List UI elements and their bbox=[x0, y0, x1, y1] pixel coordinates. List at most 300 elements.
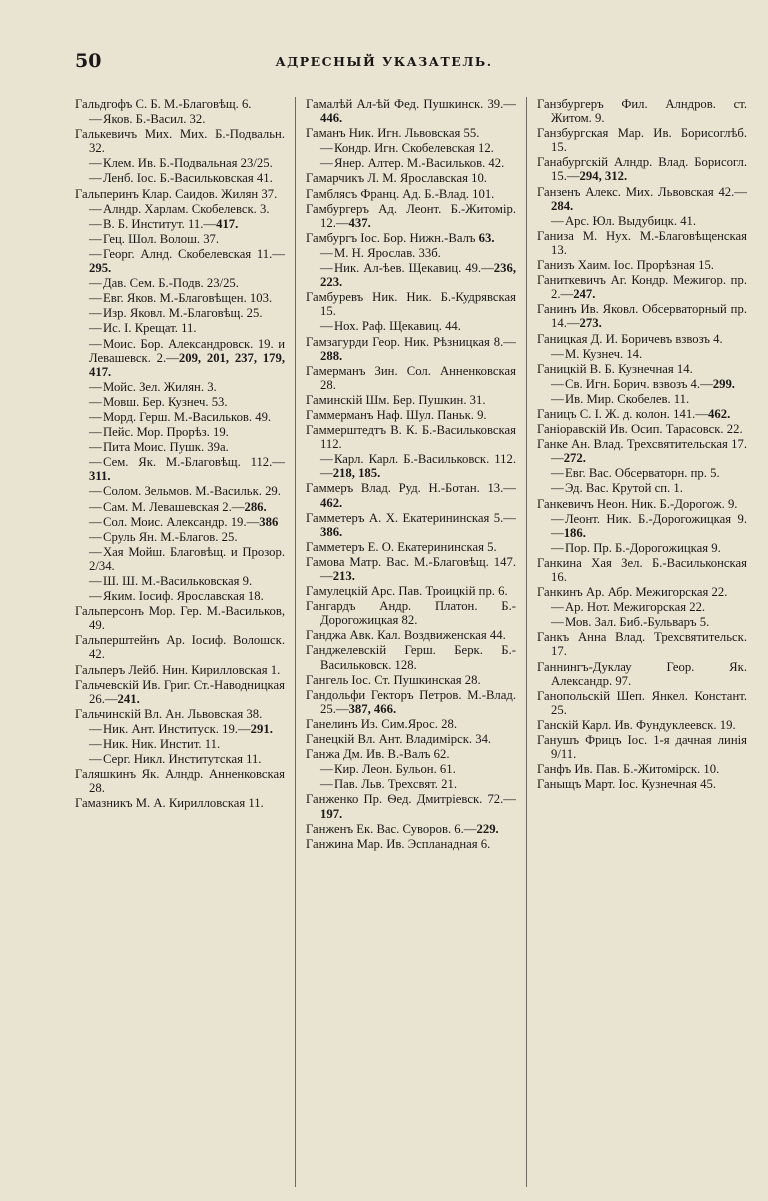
surname: Ганицкій bbox=[537, 361, 587, 376]
directory-entry bbox=[537, 497, 747, 511]
entry-text: М. Н. Ярослав. 33б. bbox=[334, 245, 441, 260]
sub-entry bbox=[306, 156, 516, 170]
entry-text: Аг. Кондр. Межигор. пр. 2.— bbox=[551, 273, 747, 302]
entry-text: Ник. Ант. Институск. 19.— bbox=[103, 721, 251, 736]
directory-entry bbox=[75, 678, 285, 706]
sub-entry bbox=[75, 440, 285, 454]
ditto-dash: — bbox=[89, 156, 102, 171]
ditto-dash: — bbox=[89, 499, 102, 514]
entry-text: Вл. Ант. Владимірск. 34. bbox=[354, 732, 492, 747]
directory-entry bbox=[75, 633, 285, 661]
ditto-dash: — bbox=[551, 615, 564, 630]
entry-text: Алндр. Влад. Борисогл. 15.— bbox=[551, 155, 747, 184]
surname: Гальчинскій bbox=[75, 706, 141, 721]
directory-entry bbox=[537, 556, 747, 584]
directory-entry bbox=[75, 127, 285, 155]
sub-entry bbox=[306, 762, 516, 776]
entry-text: Авк. Кал. Воздвиженская 44. bbox=[346, 628, 506, 643]
surname: Гангель bbox=[306, 672, 349, 687]
sub-entry bbox=[75, 156, 285, 170]
ditto-dash: — bbox=[551, 376, 564, 391]
sub-entry bbox=[537, 512, 747, 540]
reference-number: 299. bbox=[712, 376, 735, 391]
surname: Гаманъ bbox=[306, 126, 346, 141]
surname: Ганабургскій bbox=[537, 155, 609, 170]
surname: Гамарчикъ bbox=[306, 171, 365, 186]
entry-text: Іос. Ст. Пушкинская 28. bbox=[348, 672, 481, 687]
ditto-dash: — bbox=[89, 440, 102, 455]
entry-text: Солом. Зельмов. М.-Васильк. 29. bbox=[103, 484, 281, 499]
entry-text: М. А. Кирилловская 11. bbox=[132, 796, 264, 811]
directory-entry bbox=[306, 126, 516, 140]
entry-text: Ар. Іосиф. Волошск. 42. bbox=[89, 633, 285, 662]
ditto-dash: — bbox=[89, 231, 102, 246]
directory-entry bbox=[306, 393, 516, 407]
entry-text: Сруль Ян. М.-Благов. 25. bbox=[103, 529, 238, 544]
directory-entry bbox=[537, 302, 747, 330]
surname: Гангардъ bbox=[306, 599, 356, 614]
directory-entry bbox=[306, 231, 516, 245]
directory-entry bbox=[537, 630, 747, 658]
sub-entry bbox=[75, 337, 285, 379]
page-number: 50 bbox=[75, 50, 102, 72]
entry-text: Леонт. Ник. Б.-Дорогожицкая 9.— bbox=[551, 511, 747, 540]
sub-entry bbox=[306, 246, 516, 260]
entry-text: Пав. Льв. Трехсвят. 21. bbox=[334, 777, 457, 792]
entry-text: Ив. Мир. Скобелев. 11. bbox=[565, 391, 690, 406]
reference-number: 186. bbox=[563, 525, 586, 540]
ditto-dash: — bbox=[89, 246, 102, 261]
surname: Гамметеръ bbox=[306, 539, 365, 554]
surname: Ганзбургская bbox=[537, 126, 609, 141]
directory-entry bbox=[306, 732, 516, 746]
surname: Гальперштейнъ bbox=[75, 633, 160, 648]
entry-text: Пита Моис. Пушк. 39а. bbox=[103, 440, 229, 455]
directory-entry bbox=[306, 584, 516, 598]
ditto-dash: — bbox=[320, 141, 333, 156]
sub-entry bbox=[75, 752, 285, 766]
directory-entry bbox=[537, 422, 747, 436]
entry-text: Мор. Гер. М.-Васильков, 49. bbox=[89, 604, 285, 633]
entry-text: Морд. Герш. М.-Васильков. 49. bbox=[103, 409, 272, 424]
surname: Ганженъ bbox=[306, 821, 354, 836]
entry-text: Мих. Мих. Б.-Подвальн. 32. bbox=[89, 127, 285, 156]
directory-entry bbox=[537, 273, 747, 301]
directory-entry bbox=[306, 171, 516, 185]
entry-text: Клем. Ив. Б.-Подвальная 23/25. bbox=[103, 156, 273, 171]
surname: Ганкъ bbox=[537, 630, 570, 645]
entry-text: Карл. Карл. Б.-Васильковск. 112.— bbox=[320, 452, 516, 481]
surname: Гамулецкій bbox=[306, 584, 368, 599]
entry-text: Нох. Раф. Щекавиц. 44. bbox=[334, 319, 461, 334]
entry-text: Герш. Берк. Б.-Васильковск. 128. bbox=[320, 643, 516, 672]
sub-entry bbox=[75, 112, 285, 126]
ditto-dash: — bbox=[89, 544, 102, 559]
sub-entry bbox=[75, 202, 285, 216]
entry-text: Св. Игн. Борич. взвозъ 4.— bbox=[565, 376, 713, 391]
surname: Галькевичъ bbox=[75, 127, 138, 142]
surname: Гаминскій bbox=[306, 392, 363, 407]
entry-text: С. І. Ж. д. колон. 141.— bbox=[576, 406, 709, 421]
entry-text: Пор. Пр. Б.-Дорогожицкая 9. bbox=[565, 540, 721, 555]
surname: Гамалѣй bbox=[306, 97, 353, 111]
surname: Ганжина bbox=[306, 836, 354, 851]
entry-text: Мар. Ив. Борисоглѣб. 15. bbox=[551, 126, 747, 155]
entry-text: Хая Мойш. Благовѣщ. и Прозор. 2/34. bbox=[89, 544, 285, 573]
entry-text: Л. М. Ярославская 10. bbox=[364, 171, 487, 186]
entry-text: Зин. Сол. Анненковская 28. bbox=[320, 363, 516, 392]
entry-text: Ар. Абр. Межигорская 22. bbox=[582, 585, 728, 600]
sub-entry bbox=[537, 214, 747, 228]
reference-number: 247. bbox=[573, 287, 596, 302]
entry-text: Из. Сим.Ярос. 28. bbox=[357, 716, 457, 731]
entry-text: Анна Влад. Трехсвятительск. 17. bbox=[551, 630, 747, 659]
entry-text: Ан. Влад. Трехсвятительская 17.— bbox=[551, 437, 747, 466]
entry-text: Кондр. Игн. Скобелевская 12. bbox=[334, 141, 494, 156]
sub-entry bbox=[75, 515, 285, 529]
directory-entry bbox=[306, 423, 516, 451]
entry-text: Гец. Шол. Волош. 37. bbox=[103, 231, 220, 246]
ditto-dash: — bbox=[89, 112, 102, 127]
ditto-dash: — bbox=[551, 540, 564, 555]
ditto-dash: — bbox=[89, 394, 102, 409]
reference-number: 311. bbox=[89, 469, 111, 484]
ditto-dash: — bbox=[551, 391, 564, 406]
entry-text: Ник. Ник. Инстит. 11. bbox=[103, 737, 221, 752]
sub-entry bbox=[75, 171, 285, 185]
surname: Ганкевичъ bbox=[537, 496, 594, 511]
running-title: АДРЕСНЫЙ УКАЗАТЕЛЬ. bbox=[275, 54, 493, 69]
surname: Гамметеръ bbox=[306, 510, 365, 525]
directory-entry bbox=[306, 599, 516, 627]
sub-entry bbox=[537, 481, 747, 495]
ditto-dash: — bbox=[89, 201, 102, 216]
directory-entry bbox=[306, 408, 516, 422]
surname: Гамерманъ bbox=[306, 363, 366, 378]
ditto-dash: — bbox=[89, 216, 102, 231]
directory-entry bbox=[306, 335, 516, 363]
sub-entry bbox=[537, 347, 747, 361]
ditto-dash: — bbox=[551, 346, 564, 361]
directory-entry bbox=[75, 796, 285, 810]
entry-text: Лейб. Нин. Кирилловская 1. bbox=[125, 662, 281, 677]
ditto-dash: — bbox=[89, 721, 102, 736]
entry-text: Алекс. Мих. Львовская 42.— bbox=[580, 184, 747, 199]
surname: Гамбургъ bbox=[306, 230, 358, 245]
directory-entry bbox=[537, 332, 747, 346]
reference-number: 63. bbox=[478, 230, 495, 245]
reference-number: 213. bbox=[332, 569, 355, 583]
surname: Ганицкая bbox=[537, 331, 588, 346]
sub-entry bbox=[75, 291, 285, 305]
entry-text: Ал-ѣй Фед. Пушкинск. 39.— bbox=[352, 97, 516, 111]
surname: Ганицъ bbox=[537, 406, 577, 421]
directory-columns bbox=[75, 97, 768, 1187]
entry-text: Клар. Саидов. Жилян 37. bbox=[138, 186, 278, 201]
entry-text: Матр. Вас. М.-Благовѣщ. 147.— bbox=[320, 554, 516, 583]
surname: Ганфъ bbox=[537, 762, 572, 777]
entry-text: Ис. І. Крещат. 11. bbox=[103, 321, 197, 336]
reference-number: 291. bbox=[250, 721, 273, 736]
column-3 bbox=[537, 97, 747, 792]
directory-entry bbox=[75, 187, 285, 201]
entry-text: Іос. Бор. Нижн.-Валъ bbox=[357, 230, 479, 245]
surname: Ганушъ bbox=[537, 733, 580, 748]
sub-entry bbox=[75, 530, 285, 544]
surname: Ганизъ bbox=[537, 258, 575, 273]
entry-text: Ник. Ал-ѣев. Щекавиц. 49.— bbox=[334, 261, 494, 276]
entry-text: Яков. Б.-Васил. 32. bbox=[103, 112, 206, 127]
surname: Гамблясъ bbox=[306, 186, 358, 201]
surname: Ганелинъ bbox=[306, 716, 358, 731]
ditto-dash: — bbox=[89, 455, 102, 470]
entry-text: Мов. Зал. Биб.-Бульваръ 5. bbox=[565, 615, 710, 630]
ditto-dash: — bbox=[89, 425, 102, 440]
directory-entry bbox=[75, 707, 285, 721]
ditto-dash: — bbox=[89, 574, 102, 588]
ditto-dash: — bbox=[89, 336, 102, 351]
entry-text: Янер. Алтер. М.-Васильков. 42. bbox=[334, 156, 505, 171]
entry-text: М. Кузнеч. 14. bbox=[565, 346, 643, 361]
directory-entry bbox=[537, 689, 747, 717]
directory-entry bbox=[537, 362, 747, 376]
directory-entry bbox=[537, 660, 747, 688]
ditto-dash: — bbox=[320, 156, 333, 171]
sub-entry bbox=[537, 392, 747, 406]
column-divider bbox=[526, 97, 527, 1187]
reference-number: 386 bbox=[259, 514, 279, 529]
sub-entry bbox=[537, 541, 747, 555]
entry-text: Фрицъ Іос. 1-я дачная линія 9/11. bbox=[551, 733, 747, 762]
sub-entry bbox=[75, 321, 285, 335]
surname: Гальперъ bbox=[75, 662, 126, 677]
entry-text: Георг. Алнд. Скобелевская 11.— bbox=[103, 246, 285, 261]
ditto-dash: — bbox=[89, 276, 102, 291]
sub-entry bbox=[537, 615, 747, 629]
sub-entry bbox=[75, 306, 285, 320]
directory-entry bbox=[306, 481, 516, 509]
directory-entry bbox=[306, 290, 516, 318]
entry-text: Вл. Ан. Львовская 38. bbox=[140, 706, 263, 721]
reference-number: 229. bbox=[476, 821, 499, 836]
entry-text: Ив. Яковл. Обсерваторный пр. 14.— bbox=[551, 302, 747, 331]
entry-text: Пейс. Мор. Прорѣз. 19. bbox=[103, 425, 229, 440]
surname: Ганнингъ-Дуклау bbox=[537, 659, 632, 674]
reference-number: 446. bbox=[320, 111, 343, 126]
entry-text: Ник. Игн. Львовская 55. bbox=[345, 126, 480, 141]
ditto-dash: — bbox=[89, 484, 102, 499]
reference-number: 241. bbox=[117, 691, 140, 706]
entry-text: Пр. Ѳед. Дмитріевск. 72.— bbox=[358, 792, 516, 807]
entry-text: Арс. Юл. Выдубицк. 41. bbox=[565, 213, 697, 228]
directory-entry bbox=[537, 718, 747, 732]
surname: Гаммеръ bbox=[306, 481, 354, 496]
reference-number: 197. bbox=[320, 806, 343, 821]
ditto-dash: — bbox=[89, 752, 102, 767]
ditto-dash: — bbox=[551, 213, 564, 228]
directory-entry bbox=[75, 97, 285, 111]
entry-text: Изр. Яковл. М.-Благовѣщ. 25. bbox=[103, 306, 263, 321]
sub-entry bbox=[75, 737, 285, 751]
entry-text: Хаим. Іос. Прорѣзная 15. bbox=[574, 258, 714, 273]
entry-text: Ник. Ник. Б.-Кудрявская 15. bbox=[320, 290, 516, 319]
surname: Гальперсонъ bbox=[75, 604, 144, 619]
entry-text: Ив. Пав. Б.-Житомірск. 10. bbox=[571, 762, 720, 777]
entry-text: Шеп. Янкел. Констант. 25. bbox=[551, 688, 747, 717]
entry-text: В. Б. Кузнечная 14. bbox=[586, 361, 693, 376]
sub-entry bbox=[75, 247, 285, 275]
reference-number: 286. bbox=[244, 499, 267, 514]
entry-text: Кир. Леон. Бульон. 61. bbox=[334, 762, 456, 777]
entry-text: Сол. Моис. Александр. 19.— bbox=[103, 514, 260, 529]
entry-text: В. К. Б.-Васильковская 112. bbox=[320, 423, 516, 452]
sub-entry bbox=[306, 777, 516, 791]
reference-number: 462. bbox=[320, 495, 343, 510]
sub-entry bbox=[75, 484, 285, 498]
directory-entry bbox=[537, 777, 747, 791]
entry-text: Хая Зел. Б.-Васильконская 16. bbox=[551, 555, 747, 584]
ditto-dash: — bbox=[89, 171, 102, 186]
surname: Ганыщъ bbox=[537, 777, 582, 792]
ditto-dash: — bbox=[320, 245, 333, 260]
directory-entry bbox=[306, 628, 516, 642]
entry-text: Фил. Алндров. ст. Житом. 9. bbox=[551, 97, 747, 126]
directory-entry bbox=[306, 643, 516, 671]
directory-entry bbox=[75, 604, 285, 632]
reference-number: 273. bbox=[579, 316, 602, 331]
sub-entry bbox=[75, 500, 285, 514]
entry-text: Ек. Вас. Суворов. 6.— bbox=[353, 821, 477, 836]
reference-number: 272. bbox=[563, 451, 586, 466]
sub-entry bbox=[75, 589, 285, 603]
surname: Гамазникъ bbox=[75, 796, 133, 811]
entry-text: Д. И. Боричевъ взвозъ 4. bbox=[587, 331, 723, 346]
entry-text: Ив. Осип. Тарасовск. 22. bbox=[606, 422, 743, 437]
entry-text: Мовш. Бер. Кузнеч. 53. bbox=[103, 394, 228, 409]
directory-entry bbox=[537, 185, 747, 213]
reference-number: 386. bbox=[320, 524, 343, 539]
ditto-dash: — bbox=[89, 529, 102, 544]
surname: Ганженко bbox=[306, 792, 359, 807]
directory-entry bbox=[537, 126, 747, 154]
ditto-dash: — bbox=[320, 762, 333, 777]
surname: Ганіоравскій bbox=[537, 422, 607, 437]
surname: Ганджелевскій bbox=[306, 643, 387, 658]
surname: Ганинъ bbox=[537, 302, 577, 317]
surname: Ганецкій bbox=[306, 732, 355, 747]
ditto-dash: — bbox=[551, 481, 564, 496]
entry-text: С. Б. М.-Благовѣщ. 6. bbox=[132, 97, 252, 111]
sub-entry bbox=[537, 600, 747, 614]
directory-entry bbox=[75, 767, 285, 795]
entry-text: Як. Алндр. Анненковская 28. bbox=[89, 767, 285, 796]
surname: Ганке bbox=[537, 437, 568, 452]
sub-entry bbox=[306, 452, 516, 480]
sub-entry bbox=[306, 319, 516, 333]
ditto-dash: — bbox=[551, 466, 564, 481]
ditto-dash: — bbox=[89, 291, 102, 306]
surname: Ганкинъ bbox=[537, 585, 583, 600]
surname: Ганкина bbox=[537, 555, 582, 570]
directory-entry bbox=[537, 155, 747, 183]
directory-entry bbox=[306, 364, 516, 392]
entry-text: Андр. Платон. Б.-Дорогожицкая 82. bbox=[320, 599, 516, 628]
ditto-dash: — bbox=[89, 321, 102, 336]
directory-entry bbox=[537, 97, 747, 125]
sub-entry bbox=[75, 722, 285, 736]
entry-text: Ар. Нот. Межигорская 22. bbox=[565, 600, 706, 615]
directory-entry bbox=[306, 688, 516, 716]
directory-entry bbox=[306, 187, 516, 201]
surname: Ганзенъ bbox=[537, 184, 581, 199]
surname: Ганопольскій bbox=[537, 688, 610, 703]
surname: Гамбургеръ bbox=[306, 201, 369, 216]
entry-text: Неон. Ник. Б.-Дорогож. 9. bbox=[593, 496, 738, 511]
directory-entry bbox=[306, 202, 516, 230]
sub-entry bbox=[75, 276, 285, 290]
directory-entry bbox=[75, 663, 285, 677]
ditto-dash: — bbox=[89, 514, 102, 529]
sub-entry bbox=[306, 141, 516, 155]
entry-text: Яким. Іосиф. Ярославская 18. bbox=[103, 589, 264, 604]
entry-text: Гекторъ Петров. М.-Влад. 25.— bbox=[320, 687, 516, 716]
surname: Ганджа bbox=[306, 628, 347, 643]
surname: Гаммерштедтъ bbox=[306, 423, 387, 438]
surname: Гамзагурди bbox=[306, 334, 369, 349]
directory-entry bbox=[537, 437, 747, 465]
surname: Гаммерманъ bbox=[306, 407, 374, 422]
sub-entry bbox=[537, 466, 747, 480]
surname: Гальперинъ bbox=[75, 186, 139, 201]
entry-text: Ив. Григ. Ст.-Наводницкая 26.— bbox=[89, 677, 285, 706]
entry-text: Ленб. Іос. Б.-Васильковская 41. bbox=[103, 171, 273, 186]
entry-text: Эд. Вас. Крутой сп. 1. bbox=[565, 481, 683, 496]
entry-text: Ш. Ш. М.-Васильковская 9. bbox=[103, 574, 253, 588]
directory-entry bbox=[306, 555, 516, 583]
ditto-dash: — bbox=[320, 319, 333, 334]
ditto-dash: — bbox=[89, 409, 102, 424]
sub-entry bbox=[75, 395, 285, 409]
entry-text: Алндр. Харлам. Скобелевск. 3. bbox=[103, 201, 270, 216]
sub-entry bbox=[75, 232, 285, 246]
ditto-dash: — bbox=[320, 777, 333, 792]
column-2 bbox=[306, 97, 516, 852]
surname: Гальчевскій bbox=[75, 677, 139, 692]
ditto-dash: — bbox=[89, 737, 102, 752]
sub-entry bbox=[75, 574, 285, 588]
directory-entry bbox=[537, 229, 747, 257]
entry-text: Март. Іос. Кузнечная 45. bbox=[581, 777, 716, 792]
entry-text: М. Нух. М.-Благовѣщенская 13. bbox=[551, 228, 747, 257]
column-1 bbox=[75, 97, 285, 812]
entry-text: Сам. М. Левашевская 2.— bbox=[103, 499, 245, 514]
reference-number: 288. bbox=[320, 348, 343, 363]
entry-text: А. Х. Екатерининская 5.— bbox=[364, 510, 516, 525]
sub-entry bbox=[75, 217, 285, 231]
entry-text: Франц. Ад. Б.-Влад. 101. bbox=[357, 186, 495, 201]
surname: Ганзбургеръ bbox=[537, 97, 604, 111]
entry-text: Дав. Сем. Б.-Подв. 23/25. bbox=[103, 276, 239, 291]
ditto-dash: — bbox=[551, 600, 564, 615]
entry-text: Арс. Пав. Троицкій пр. 6. bbox=[367, 584, 508, 599]
directory-entry bbox=[537, 762, 747, 776]
ditto-dash: — bbox=[320, 261, 333, 276]
entry-text: Геор. Як. Александр. 97. bbox=[551, 659, 747, 688]
ditto-dash: — bbox=[551, 511, 564, 526]
entry-text: Мойс. Зел. Жилян. 3. bbox=[103, 379, 217, 394]
surname: Галяшкинъ bbox=[75, 767, 137, 782]
entry-text: Наф. Шул. Паньк. 9. bbox=[373, 407, 487, 422]
